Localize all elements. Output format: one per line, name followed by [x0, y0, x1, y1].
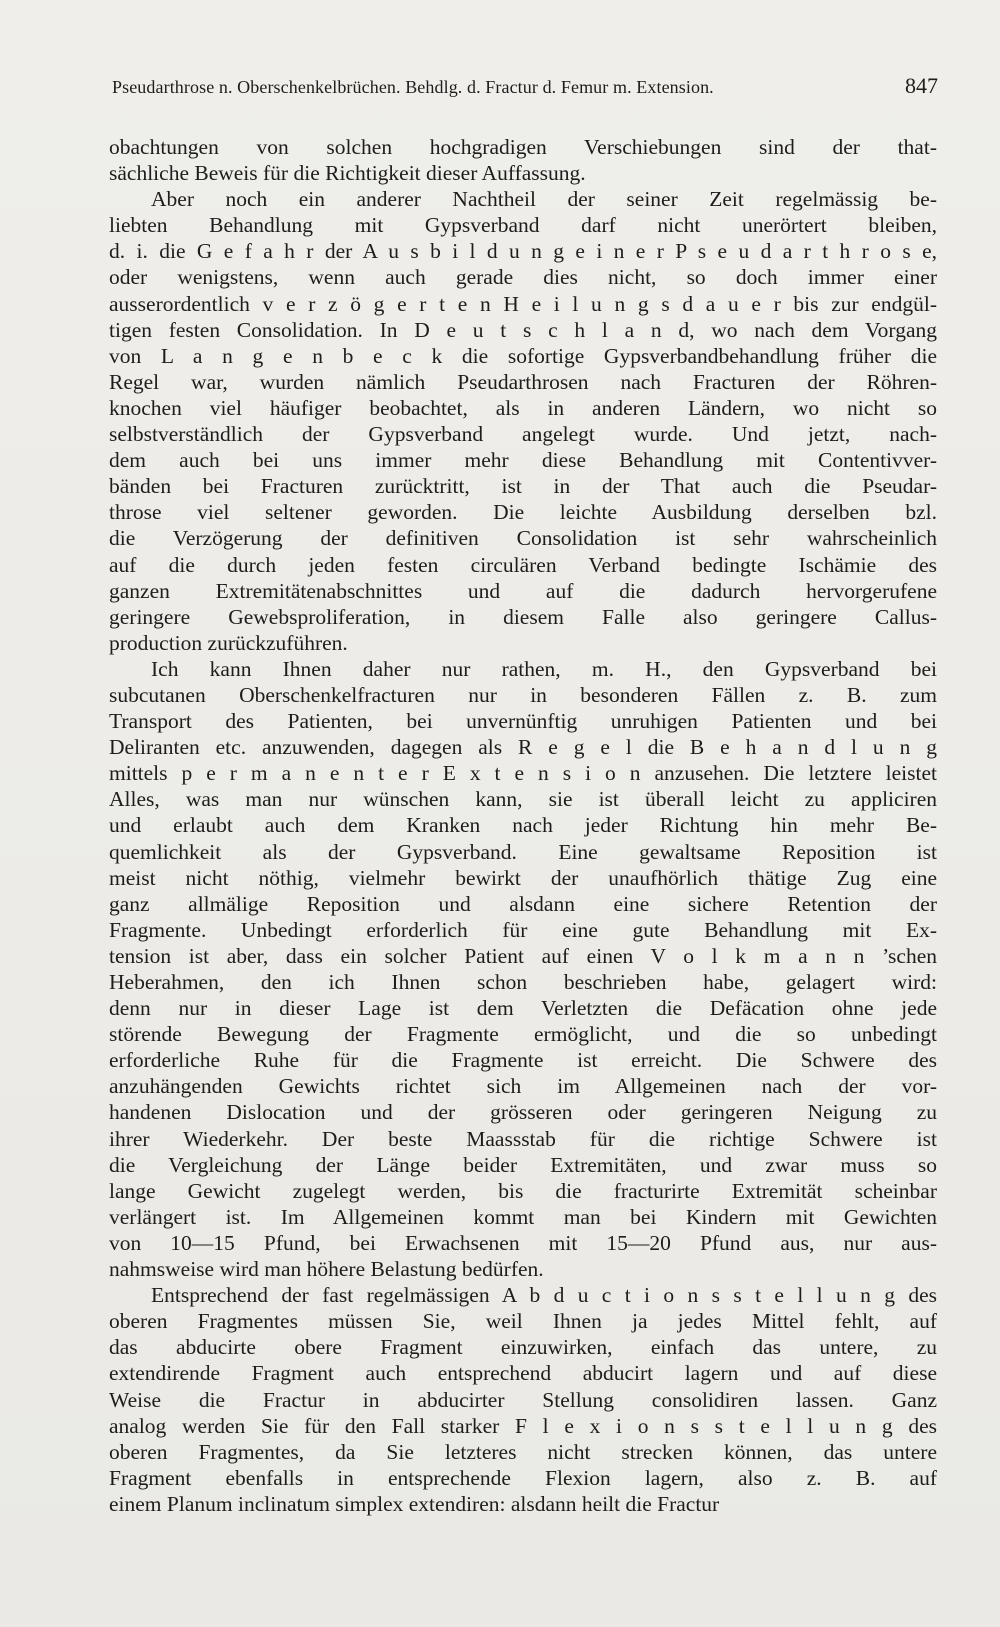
page-header [112, 73, 938, 103]
paragraph [109, 656, 937, 1282]
text-line: anzuhängenden Gewichts richtet sich im Allgemeinen nach der vor- [109, 1074, 937, 1099]
text-line: Transport des Patienten, bei unvernünftig unruhigen Patienten und bei [109, 709, 937, 734]
text-line: Heberahmen, den ich Ihnen schon beschrieben habe, gelagert wird: [109, 970, 937, 994]
text-line: Fragment ebenfalls in entsprechende Flexion lagern, also z. B. auf [109, 1465, 937, 1490]
text-line: die Vergleichung der Länge beider Extremitäten, und zwar muss so [109, 1152, 937, 1177]
text-line: das abducirte obere Fragment einzuwirken, einfach das untere, zu [109, 1335, 937, 1360]
text-line: erforderliche Ruhe für die Fragmente ist erreicht. Die Schwere des [109, 1048, 937, 1073]
text-line: Fragmente. Unbedingt erforderlich für eine gute Behandlung mit Ex- [109, 917, 937, 942]
text-line: oberen Fragmentes, da Sie letzteres nicht strecken können, das untere [109, 1439, 937, 1464]
text-line: obachtungen von solchen hochgradigen Verschiebungen sind der that- [109, 135, 937, 159]
text-line: tension ist aber, dass ein solcher Patient auf einen V o l k m a n n ’schen [109, 943, 937, 968]
text-line: analog werden Sie für den Fall starker F l e x i o n s s t e l l u n g des [109, 1413, 937, 1438]
text-line: d. i. die G e f a h r der A u s b i l d u n g e i n e r P s e u d a r t h r o s e, [109, 239, 937, 264]
text-line: oder wenigstens, wenn auch gerade dies nicht, so doch immer einer [109, 265, 937, 290]
text-line: störende Bewegung der Fragmente ermöglicht, und die so unbedingt [109, 1022, 937, 1047]
text-line: production zurückzuführen. [109, 630, 348, 655]
paragraph [109, 1282, 937, 1517]
text-line: ausserordentlich v e r z ö g e r t e n H e i l u n g s d a u e r bis zur endgül- [109, 291, 937, 316]
text-line: geringere Gewebsproliferation, in diesem Falle also geringere Callus- [109, 604, 937, 629]
paragraph [109, 134, 937, 186]
text-line: lange Gewicht zugelegt werden, bis die fracturirte Extremität scheinbar [109, 1178, 937, 1203]
text-line: Deliranten etc. anzuwenden, dagegen als R e g e l die B e h a n d l u n g [109, 735, 937, 760]
text-line: bänden bei Fracturen zurücktritt, ist in der That auch die Pseudar- [109, 474, 937, 499]
text-line: quemlichkeit als der Gypsverband. Eine gewaltsame Reposition ist [109, 839, 937, 864]
text-line: denn nur in dieser Lage ist dem Verletzten die Defäcation ohne jede [109, 996, 937, 1021]
text-line: von 10—15 Pfund, bei Erwachsenen mit 15—20 Pfund aus, nur aus- [109, 1230, 937, 1255]
text-line: verlängert ist. Im Allgemeinen kommt man bei Kindern mit Gewichten [109, 1204, 937, 1229]
text-line: Entsprechend der fast regelmässigen A b d u c t i o n s s t e l l u n g des [151, 1283, 937, 1308]
text-line: nahmsweise wird man höhere Belastung bedürfen. [109, 1257, 544, 1282]
text-line: die Verzögerung der definitiven Consolidation ist sehr wahrscheinlich [109, 526, 937, 551]
text-line: ganzen Extremitätenabschnittes und auf die dadurch hervorgerufene [109, 578, 937, 603]
text-line: liebten Behandlung mit Gypsverband darf nicht unerörtert bleiben, [109, 213, 937, 238]
text-line: dem auch bei uns immer mehr diese Behandlung mit Contentivver- [109, 448, 937, 473]
text-line: extendirende Fragment auch entsprechend abducirt lagern und auf diese [109, 1361, 937, 1386]
text-line: Ich kann Ihnen daher nur rathen, m. H., den Gypsverband bei [151, 656, 937, 681]
text-line: selbstverständlich der Gypsverband angelegt wurde. Und jetzt, nach- [109, 422, 937, 447]
text-line: throse viel seltener geworden. Die leichte Ausbildung derselben bzl. [109, 500, 937, 525]
text-line: tigen festen Consolidation. In D e u t s c h l a n d, wo nach dem Vorgang [109, 317, 937, 342]
text-line: handenen Dislocation und der grösseren oder geringeren Neigung zu [109, 1100, 937, 1125]
text-line: Weise die Fractur in abducirter Stellung consolidiren lassen. Ganz [109, 1387, 937, 1412]
text-line: von L a n g e n b e c k die sofortige Gypsverbandbehandlung früher die [109, 343, 937, 368]
text-line: ihrer Wiederkehr. Der beste Maassstab für die richtige Schwere ist [109, 1126, 937, 1151]
text-line: und erlaubt auch dem Kranken nach jeder Richtung hin mehr Be- [109, 813, 937, 838]
text-line: Aber noch ein anderer Nachtheil der seiner Zeit regelmässig be- [151, 187, 937, 212]
text-line: mittels p e r m a n e n t e r E x t e n s i o n anzusehen. Die letztere leistet [109, 761, 937, 786]
running-head: Pseudarthrose n. Oberschenkelbrüchen. Behdlg. d. Fractur d. Femur m. Extension. [112, 77, 714, 97]
text-line: sächliche Beweis für die Richtigkeit dieser Auffassung. [109, 161, 586, 186]
text-line: knochen viel häufiger beobachtet, als in anderen Ländern, wo nicht so [109, 395, 937, 420]
text-line: einem Planum inclinatum simplex extendiren: alsdann heilt die Fractur [109, 1491, 720, 1516]
body-text [109, 134, 937, 1517]
text-line: Alles, was man nur wünschen kann, sie ist überall leicht zu appliciren [109, 787, 937, 812]
text-line: Regel war, wurden nämlich Pseudarthrosen nach Fracturen der Röhren- [109, 369, 937, 394]
text-line: oberen Fragmentes müssen Sie, weil Ihnen ja jedes Mittel fehlt, auf [109, 1309, 937, 1334]
paragraph [109, 186, 937, 656]
text-line: ganz allmälige Reposition und alsdann eine sichere Retention der [109, 891, 937, 916]
page-number: 847 [905, 73, 938, 98]
text-line: subcutanen Oberschenkelfracturen nur in besonderen Fällen z. B. zum [109, 682, 937, 707]
text-line: auf die durch jeden festen circulären Verband bedingte Ischämie des [109, 552, 937, 577]
text-line: meist nicht nöthig, vielmehr bewirkt der unaufhörlich thätige Zug eine [109, 865, 937, 890]
